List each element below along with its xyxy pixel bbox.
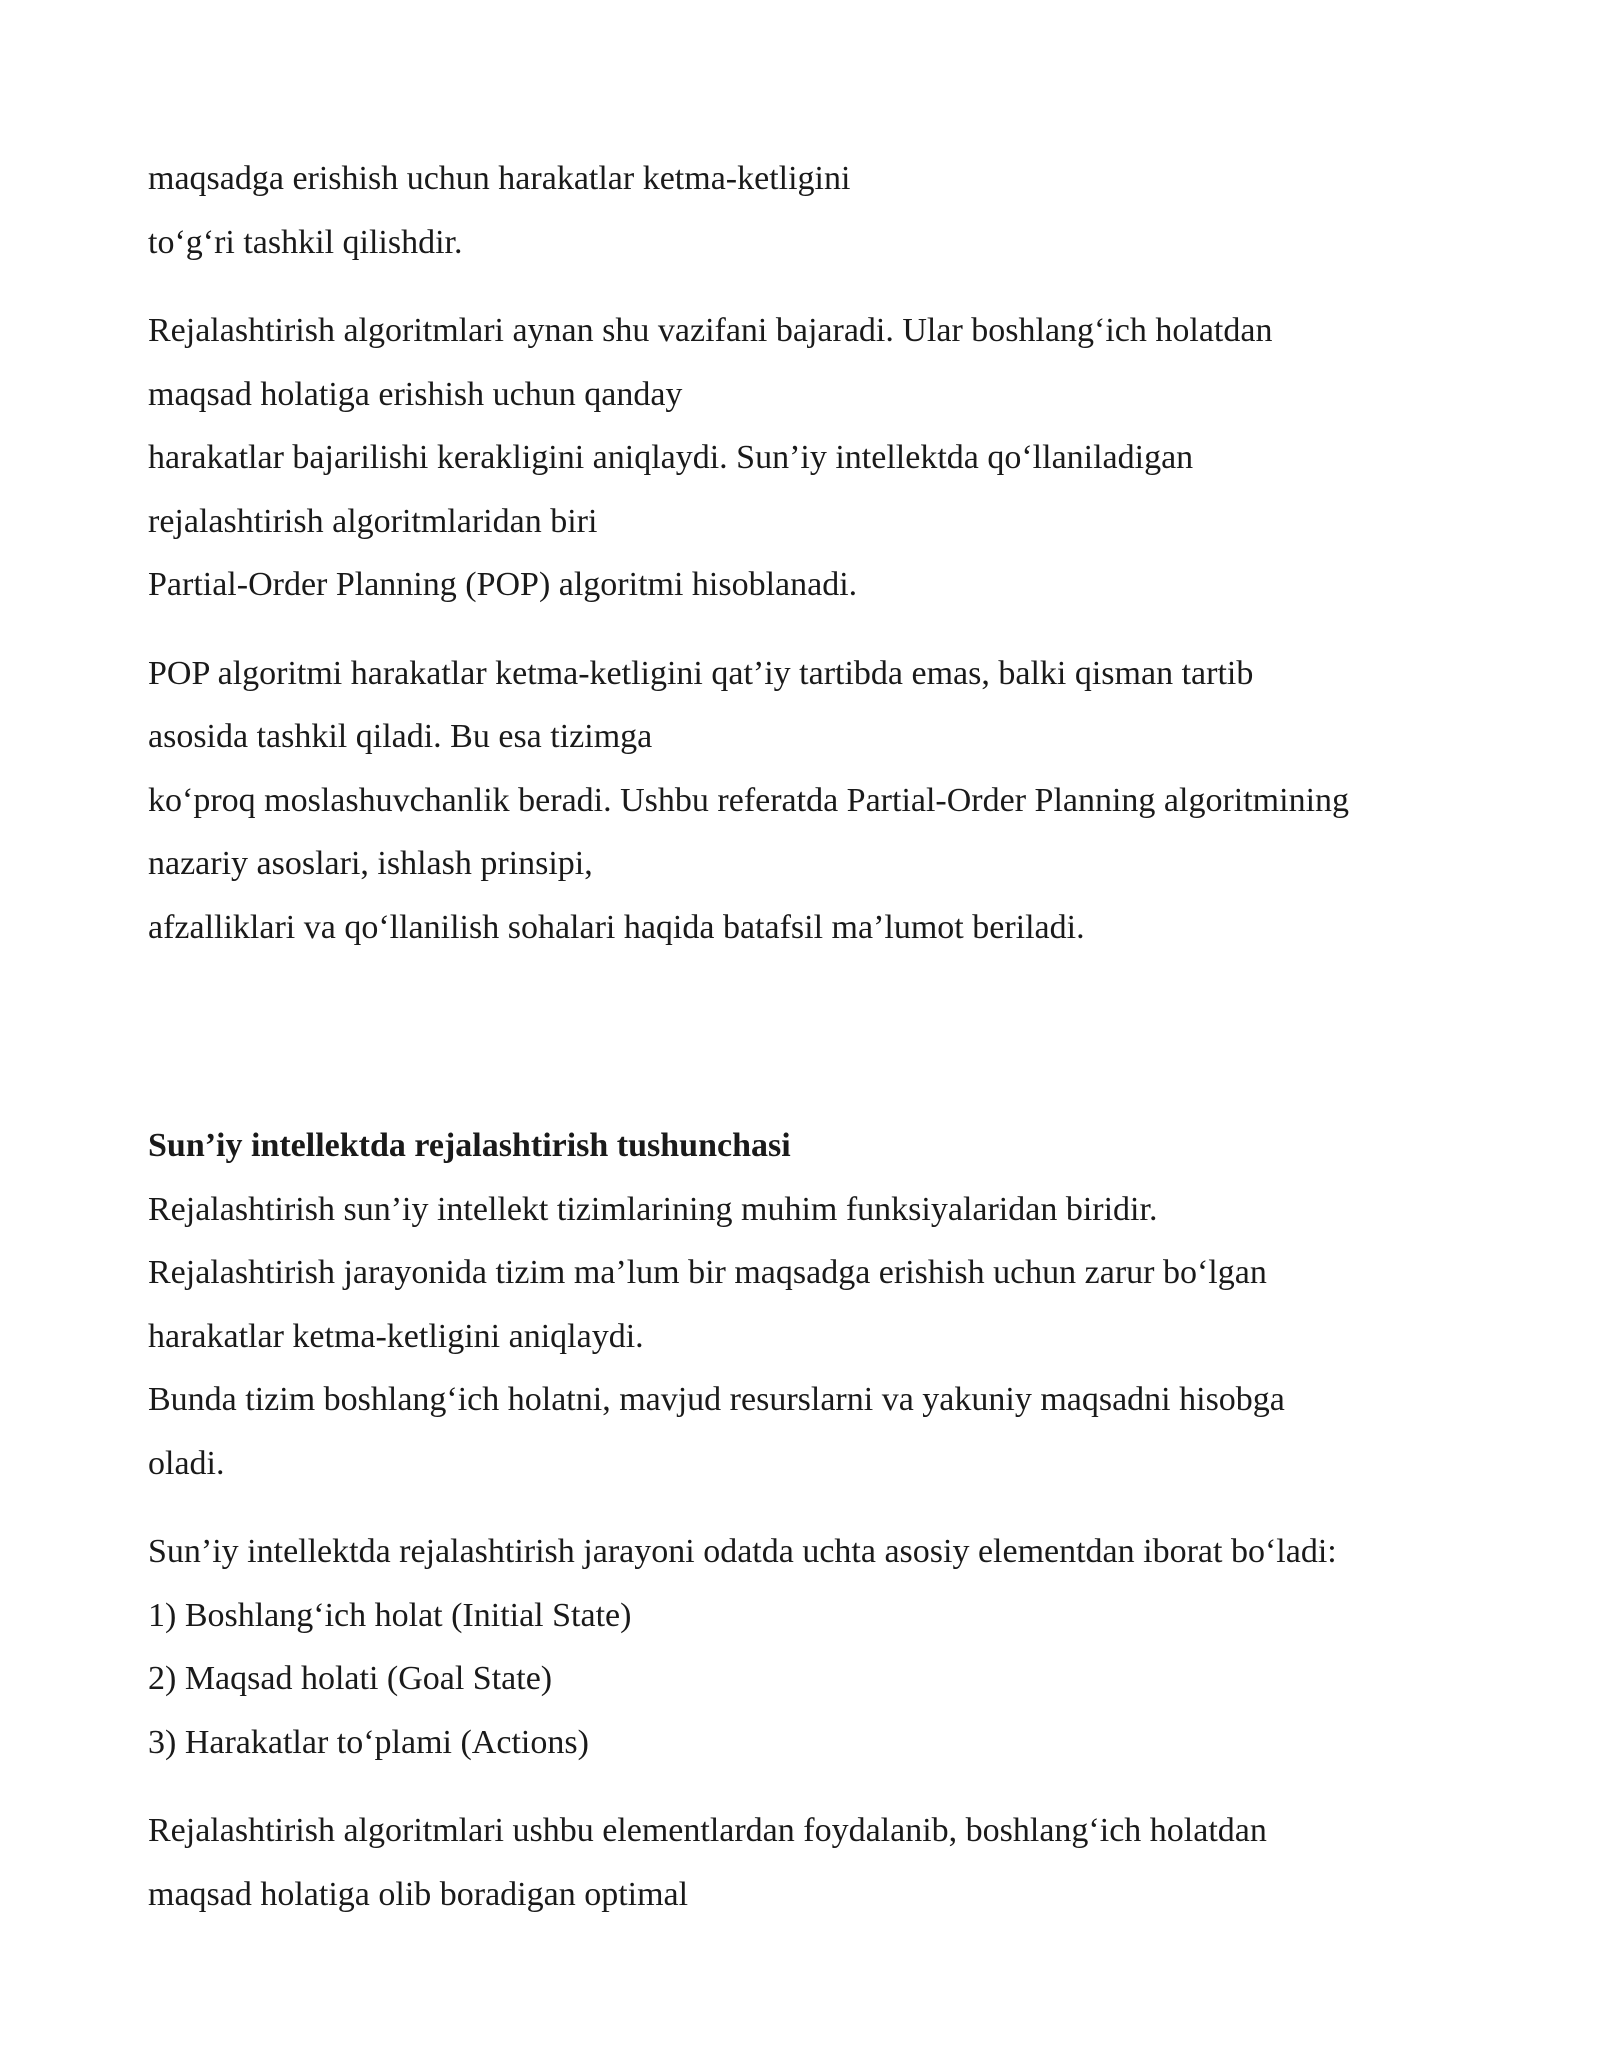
paragraph-2 — [148, 299, 1468, 617]
text-line: Rejalashtirish algoritmlari aynan shu vazifani bajaradi. Ular boshlang‘ich holatdan — [148, 312, 1273, 349]
list-item: 2) Maqsad holati (Goal State) — [148, 1660, 553, 1697]
text-line: Rejalashtirish sun’iy intellekt tizimlarining muhim funksiyalaridan biridir. — [148, 1190, 1158, 1228]
text-line: Rejalashtirish jarayonida tizim ma’lum bir maqsadga erishish uchun zarur bo‘lgan — [148, 1254, 1267, 1291]
paragraph-1 — [148, 147, 1468, 274]
text-line: POP algoritmi harakatlar ketma-ketligini qat’iy tartibda emas, balki qisman tartib — [148, 654, 1254, 692]
list-item: 1) Boshlang‘ich holat (Initial State) — [148, 1596, 632, 1634]
text-line: Rejalashtirish algoritmlari ushbu elementlardan foydalanib, boshlang‘ich holatdan — [148, 1812, 1267, 1849]
text-line: rejalashtirish algoritmlaridan biri — [148, 502, 598, 540]
section-planning — [148, 1114, 1468, 1926]
text-line: ko‘proq moslashuvchanlik beradi. Ushbu referatda Partial-Order Planning algoritmining — [148, 781, 1350, 819]
text-line: oladi. — [148, 1444, 225, 1482]
text-line: maqsad holatiga olib boradigan optimal — [148, 1875, 689, 1913]
elements-intro: Sun’iy intellektda rejalashtirish jarayoni odatda uchta asosiy elementdan iborat bo‘ladi: — [148, 1533, 1337, 1570]
text-line: maqsad holatiga erishish uchun qanday — [148, 375, 683, 413]
text-line: harakatlar bajarilishi kerakligini aniqlaydi. Sun’iy intellektda qo‘llaniladigan — [148, 439, 1194, 476]
document-page — [148, 147, 1468, 1926]
section-heading: Sun’iy intellektda rejalashtirish tushunchasi — [148, 1127, 791, 1164]
text-line: maqsadga erishish uchun harakatlar ketma-ketligini — [148, 160, 851, 197]
text-line: Bunda tizim boshlang‘ich holatni, mavjud resurslarni va yakuniy maqsadni hisobga — [148, 1381, 1285, 1418]
text-line: asosida tashkil qiladi. Bu esa tizimga — [148, 718, 653, 755]
text-line: Partial-Order Planning (POP) algoritmi hisoblanadi. — [148, 566, 858, 603]
text-line: to‘g‘ri tashkil qilishdir. — [148, 223, 463, 261]
text-line: afzalliklari va qo‘llanilish sohalari haqida batafsil ma’lumot beriladi. — [148, 908, 1085, 946]
paragraph-3 — [148, 642, 1468, 960]
text-line: nazariy asoslari, ishlash prinsipi, — [148, 845, 593, 882]
list-item: 3) Harakatlar to‘plami (Actions) — [148, 1723, 589, 1761]
text-line: harakatlar ketma-ketligini aniqlaydi. — [148, 1317, 644, 1355]
elements-list — [148, 1584, 1468, 1775]
